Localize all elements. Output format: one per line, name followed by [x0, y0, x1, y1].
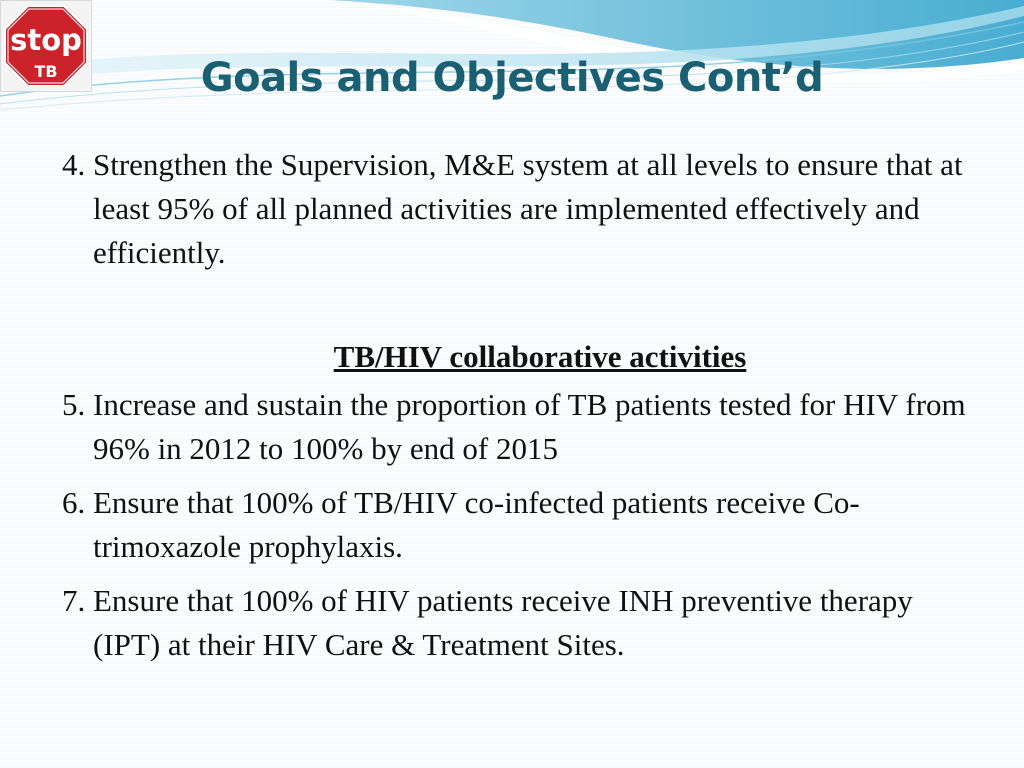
objective-item-7: 7. Ensure that 100% of HIV patients receive INH preventive therapy (IPT) at their HIV Care & Treatment Sites.: [62, 583, 913, 662]
logo-stop-text: stop: [10, 23, 82, 57]
objective-item-4: 4. Strengthen the Supervision, M&E system at all levels to ensure that at least 95% of all planned activities are implemented effectively and efficiently.: [62, 147, 963, 270]
section-subheading: TB/HIV collaborative activities: [333, 339, 747, 374]
objective-item-5: 5. Increase and sustain the proportion of TB patients tested for HIV from 96% in 2012 to 100% by end of 2015: [62, 387, 966, 466]
slide-title: Goals and Objectives Cont’d: [200, 55, 824, 101]
logo-tb-text: TB: [34, 62, 58, 81]
slide-body: [62, 143, 982, 677]
objective-item-6: 6. Ensure that 100% of TB/HIV co-infected patients receive Co-trimoxazole prophylaxis.: [62, 485, 860, 564]
